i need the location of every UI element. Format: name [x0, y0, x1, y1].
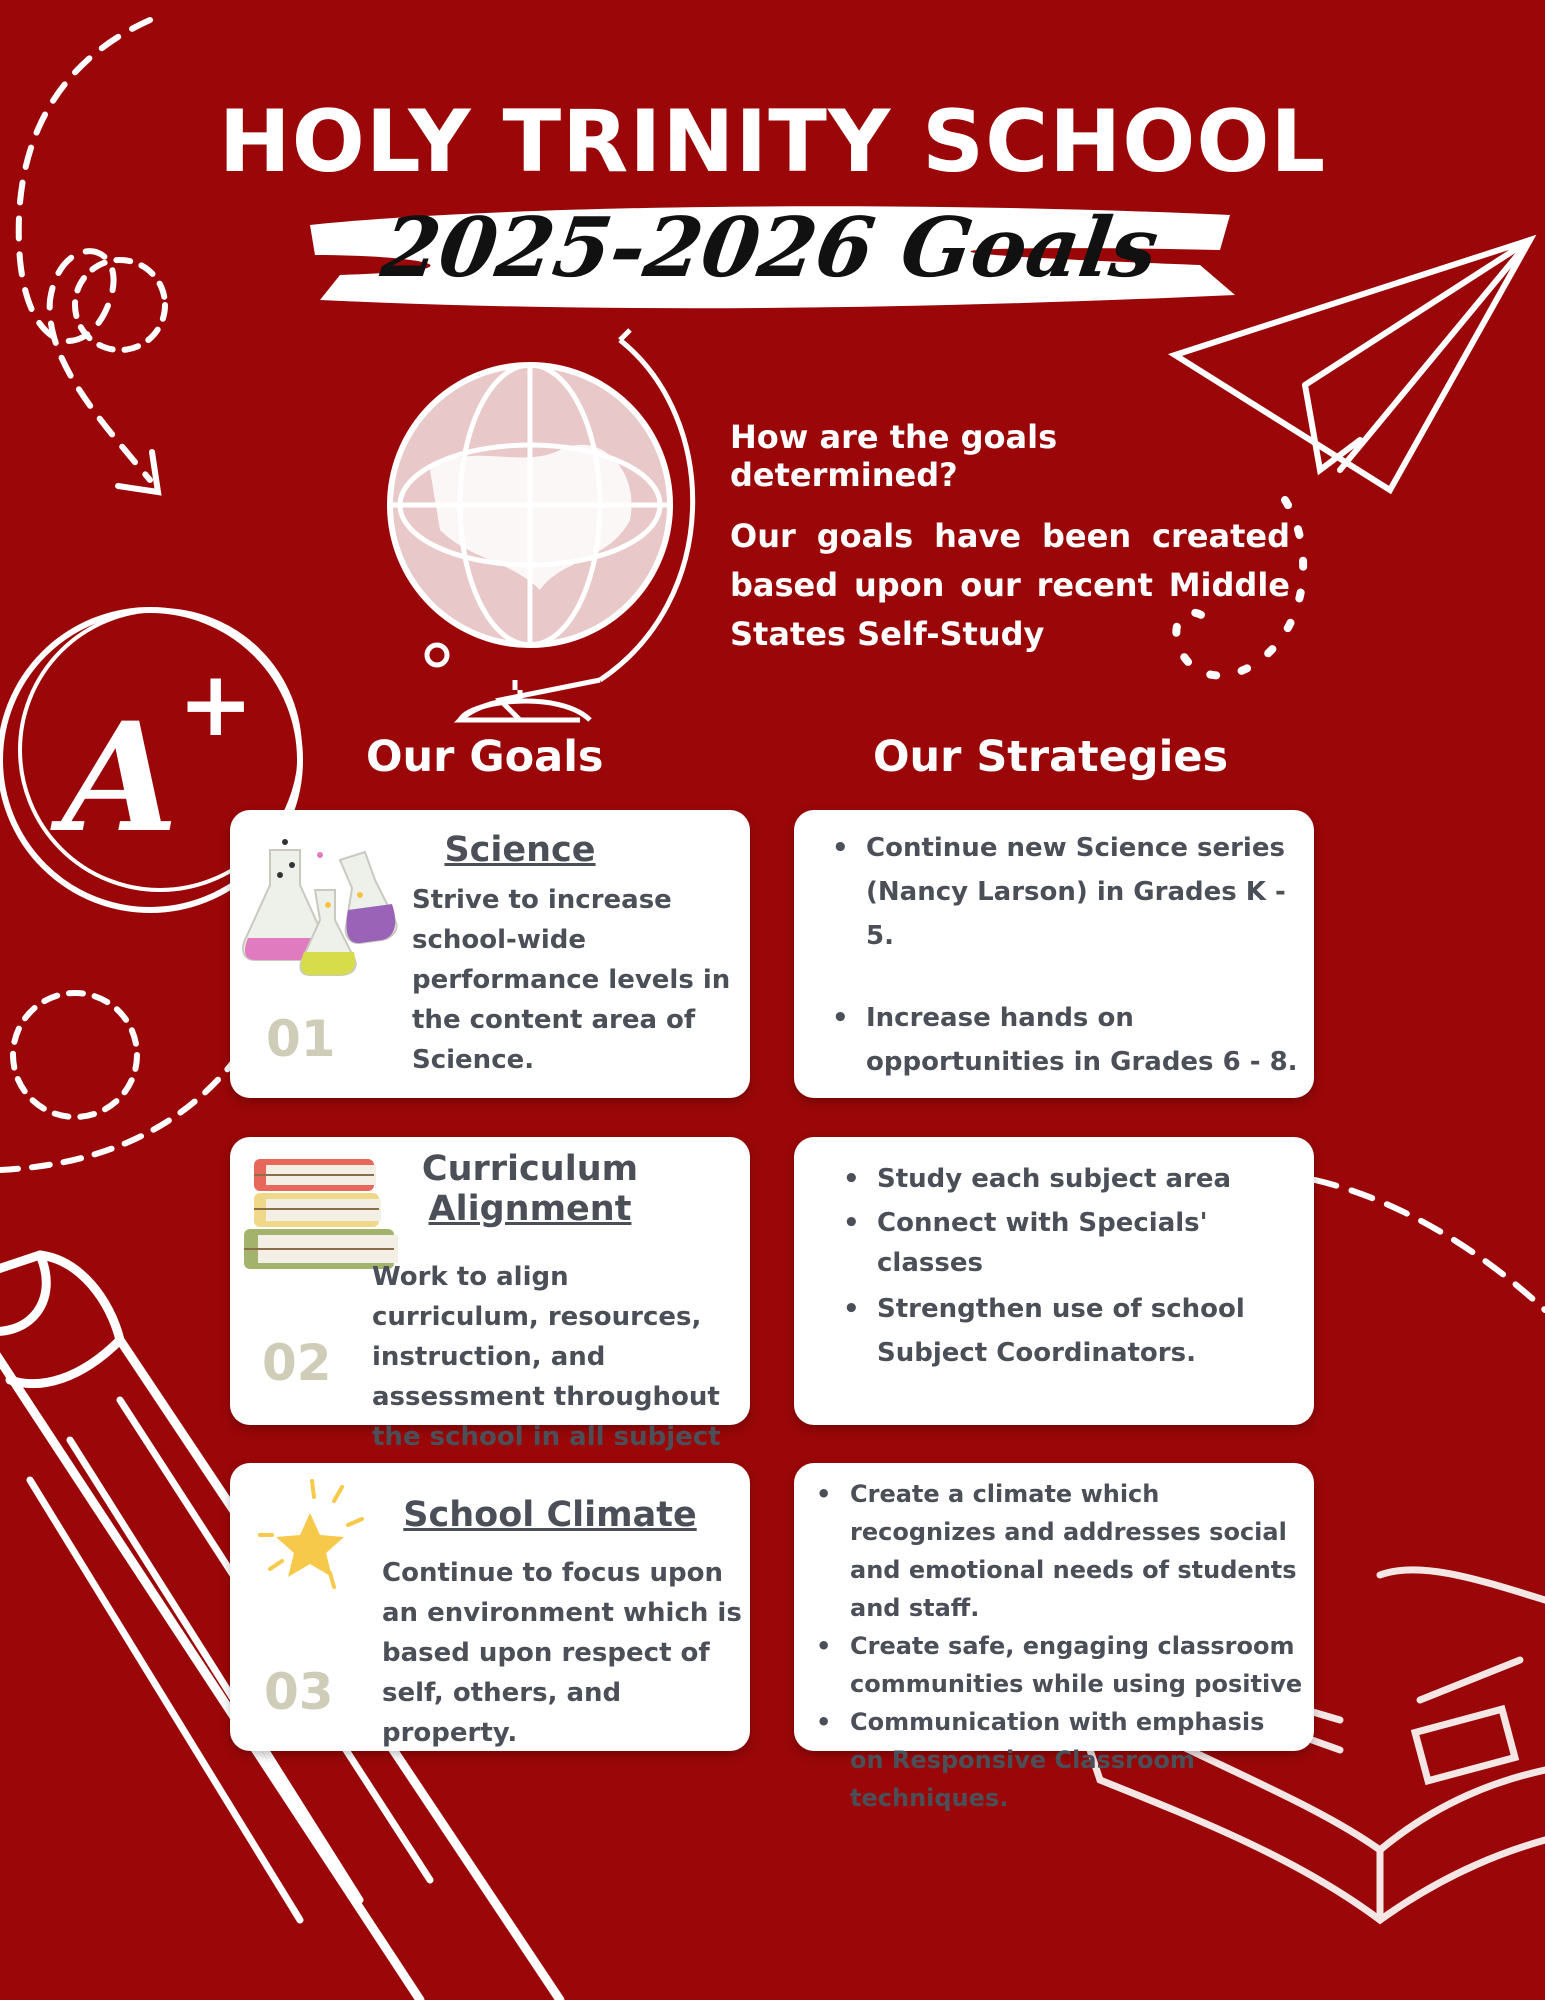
page-title: HOLY TRINITY SCHOOL: [218, 92, 1327, 192]
goal-card-climate: [230, 1463, 750, 1751]
goal-card-curriculum: [230, 1137, 750, 1452]
dashed-circle-left: [13, 993, 137, 1117]
strategy-card-science: [794, 810, 1314, 1098]
goal-number: 01: [266, 1010, 336, 1068]
strategy-list: [830, 826, 1300, 1122]
intro-question: How are the goals determined?: [730, 418, 1058, 494]
strategy-item: • Study each subject area: [841, 1159, 1281, 1199]
strategy-item: • Communication with emphasis on Responsive Classroom techniques.: [814, 1703, 1304, 1817]
dashed-arrow-path: [19, 20, 150, 480]
strategy-item: • Increase hands on opportunities in Grades 6 - 8.: [830, 996, 1300, 1084]
svg-text:+: +: [178, 652, 254, 757]
beakers-icon: [240, 830, 400, 980]
strategy-item: • Connect with Specials' classes: [841, 1203, 1281, 1283]
goal-description: Work to align curriculum, resources, instruction, and assessment throughout the school in all subject: [372, 1262, 721, 1452]
intro-answer: Our goals have been created based upon our recent Middle States Self-Study: [730, 517, 1290, 653]
goal-number: 02: [262, 1334, 332, 1392]
goal-number: 03: [264, 1663, 334, 1721]
goal-description: Continue to focus upon an environment which is based upon respect of self, others, and property.: [382, 1558, 742, 1748]
strategies-heading: Our Strategies: [873, 732, 1229, 782]
intro-section: [730, 418, 1290, 659]
strategy-item: • Continue new Science series (Nancy Larson) in Grades K - 5.: [830, 826, 1300, 958]
strategy-item: • Strengthen use of school Subject Coordinators.: [841, 1287, 1281, 1375]
goal-description: Strive to increase school-wide performance levels in the content area of Science.: [412, 885, 731, 1075]
strategy-card-curriculum: [794, 1137, 1314, 1425]
goals-heading: Our Goals: [366, 732, 604, 782]
strategy-item: • Create a climate which recognizes and addresses social and emotional needs of students and staff.: [814, 1475, 1304, 1627]
grade-badge-text: A: [62, 690, 179, 866]
arrow-head-icon: [118, 452, 158, 492]
strategy-item: • Create safe, engaging classroom communities while using positive: [814, 1627, 1304, 1703]
goal-title: School Climate: [403, 1495, 697, 1535]
star-icon: [250, 1473, 380, 1603]
dashed-circle-top: [75, 260, 165, 350]
goal-card-science: [230, 810, 750, 1098]
strategy-card-climate: [794, 1463, 1314, 1812]
goal-title: Curriculum Alignment: [421, 1149, 639, 1229]
goal-title: Science: [444, 830, 596, 870]
page-subtitle: 2025-2026 Goals: [376, 200, 1164, 296]
globe-icon: [390, 330, 693, 720]
strategy-list: [814, 1475, 1304, 1817]
strategy-list: [841, 1159, 1281, 1379]
